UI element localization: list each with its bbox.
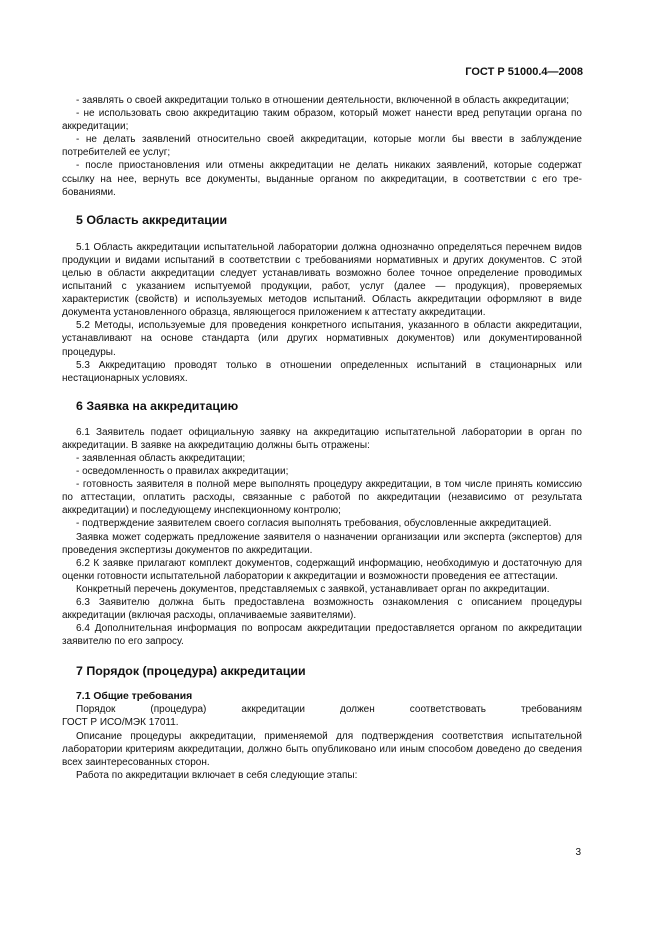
section-6-paragraph: - готовность заявителя в полной мере выполнять процедуру аккредитации, в том числе принять комиссию по аттестации, оплатить расходы, связанные с работой по аккредитации (независимо от результата аккредитации) и последующему инспекционному контролю;	[62, 479, 582, 517]
section-6-paragraph: - подтверждение заявителем своего согласия выполнять требования, обусловленные аккредитацией.	[76, 518, 552, 530]
word: требованиям	[520, 704, 582, 716]
word: должен	[339, 704, 375, 716]
section-6-paragraph: - заявленная область аккредитации;	[76, 452, 246, 464]
intro-paragraph: - не использовать свою аккредитацию таким образом, который может нанести вред репутации органа по аккредитации;	[62, 108, 582, 133]
word: аккредитации	[241, 704, 305, 716]
intro-paragraph: - заявлять о своей аккредитации только в отношении деятельности, включенной в область аккредитации;	[76, 95, 570, 106]
subsection-7-1-heading: 7.1 Общие требования	[76, 691, 193, 703]
page-content	[62, 94, 582, 782]
section-6-paragraph: 6.2 К заявке прилагают комплект документов, содержащий информацию, необходимую и достаточную для оценки готовности испытательной лаборатории к аккредитации и возможности проведения ее аттестации.	[62, 557, 582, 582]
section-7-heading: 7 Порядок (процедура) аккредитации	[76, 664, 306, 679]
word: соответствовать	[409, 704, 486, 716]
section-6-paragraph: 6.4 Дополнительная информация по вопросам аккредитации предоставляется органом по аккредитации заявителю по его запросу.	[62, 623, 582, 648]
section-7-paragraph: Работа по аккредитации включает в себя следующие этапы:	[76, 769, 358, 781]
section-5-heading: 5 Область аккредитации	[76, 212, 228, 227]
intro-paragraph: - не делать заявлений относительно своей аккредитации, которые могли бы ввести в заблуждение потребителей ее услуг;	[62, 134, 582, 159]
section-6-heading: 6 Заявка на аккредитацию	[76, 398, 239, 413]
section-5-paragraph: 5.2 Методы, используемые для проведения конкретного испытания, указанного в области аккредитации, устанавливают на основе стандарта (или других нормативных документов) или документированной процедуры.	[62, 320, 582, 358]
standard-header: ГОСТ Р 51000.4—2008	[465, 66, 583, 78]
section-6-paragraph: 6.3 Заявителю должна быть предоставлена возможность ознакомления с описанием процедуры аккредитации (включая расходы, оплачиваемые заявителями).	[62, 597, 582, 622]
spread-justified-line	[62, 703, 582, 716]
word: (процедура)	[150, 704, 207, 716]
section-6-paragraph: 6.1 Заявитель подает официальную заявку на аккредитацию испытательной лаборатории в орган по аккредитации. В заявке на аккредитацию должны быть отражены:	[62, 426, 582, 451]
section-5-paragraph: 5.3 Аккредитацию проводят только в отношении определенных испытаний в стационарных или нестационарных условиях.	[62, 359, 582, 384]
page-number: 3	[575, 847, 581, 858]
section-6-paragraph: Конкретный перечень документов, представляемых с заявкой, устанавливает орган по аккредитации.	[76, 583, 550, 595]
word: Порядок	[76, 704, 116, 716]
section-5-paragraph: 5.1 Область аккредитации испытательной лаборатории должна однозначно определяться перечнем видов продукции и видами испытаний в соответствии с требованиями нормативных и других документов. С этой целью в области аккредитации следует устанавливать возможно более точное определение проводимых испытаний с указанием испытуемой продукции, работ, услуг (далее — продукция), проверяемых характеристик (свойств) и используемых методов испытаний. Область аккредитации оформляют в виде документа установленного образца, являющегося приложением к аттестату аккредитации.	[62, 241, 582, 319]
intro-paragraph: - после приостановления или отмены аккредитации не делать никаких заявлений, которые содержат ссылку на нее, вернуть все документы, выданные органом по аккредитации, в соответствии с его требованиями.	[62, 160, 582, 198]
spread-line-continuation: ГОСТ Р ИСО/МЭК 17011.	[62, 717, 179, 729]
section-6-paragraph: Заявка может содержать предложение заявителя о назначении организации или эксперта (экспертов) для проведения экспертизы документов по аккредитации.	[62, 531, 582, 556]
section-6-paragraph: - осведомленность о правилах аккредитации;	[76, 466, 289, 478]
section-7-paragraph: Описание процедуры аккредитации, применяемой для подтверждения соответствия испытательной лаборатории критериям аккредитации, должно быть опубликовано или иным способом доведено до сведения всех заинтересованных сторон.	[62, 730, 582, 768]
